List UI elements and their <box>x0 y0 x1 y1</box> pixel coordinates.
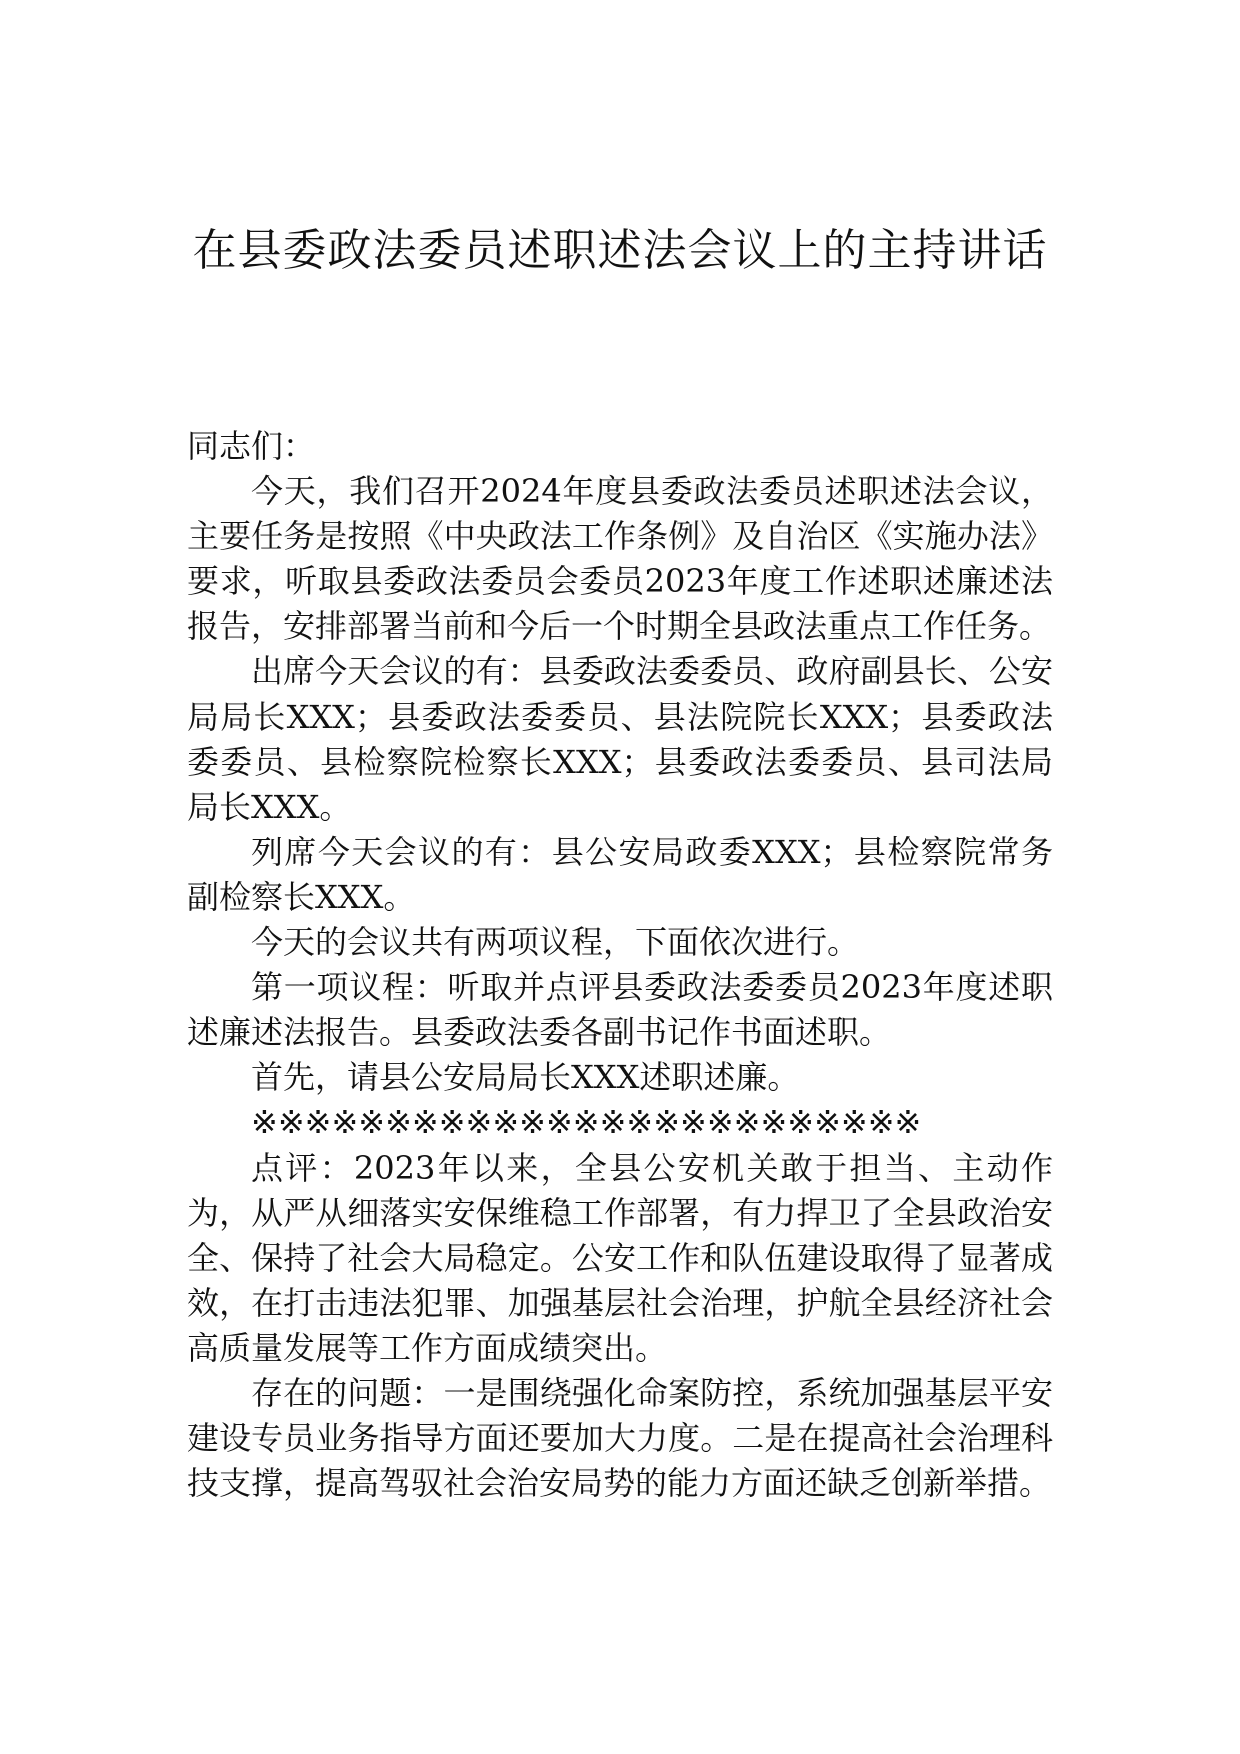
paragraph-attendees: 出席今天会议的有：县委政法委委员、政府副县长、公安局局长XXX；县委政法委委员、县法院院长XXX；县委政法委委员、县检察院检察长XXX；县委政法委委员、县司法局局长XXX。 <box>187 652 1053 826</box>
paragraph-problems: 存在的问题：一是围绕强化命案防控，系统加强基层平安建设专员业务指导方面还要加大力度。二是在提高社会治理科技支撑，提高驾驭社会治安局势的能力方面还缺乏创新举措。 <box>187 1373 1053 1503</box>
salutation: 同志们： <box>187 427 316 465</box>
section-separator: ※※※※※※※※※※※※※※※※※※※※※※※※※ <box>251 1103 922 1142</box>
paragraph-opening: 今天，我们召开2024年度县委政法委员述职述法会议，主要任务是按照《中央政法工作条例》及自治区《实施办法》要求，听取县委政法委员会委员2023年度工作述职述廉述法报告，安排部署当前和今后一个时期全县政法重点工作任务。 <box>187 472 1053 646</box>
paragraph-first-speaker: 首先，请县公安局局长XXX述职述廉。 <box>251 1058 800 1097</box>
document-body <box>187 424 1053 1506</box>
paragraph-agenda-item-one: 第一项议程：听取并点评县委政法委委员2023年度述职述廉述法报告。县委政法委各副书记作书面述职。 <box>187 968 1053 1052</box>
paragraph-comment: 点评：2023年以来，全县公安机关敢于担当、主动作为，从严从细落实安保维稳工作部署，有力捍卫了全县政治安全、保持了社会大局稳定。公安工作和队伍建设取得了显著成效，在打击违法犯罪、加强基层社会治理，护航全县经济社会高质量发展等工作方面成绩突出。 <box>187 1148 1053 1367</box>
paragraph-observers: 列席今天会议的有：县公安局政委XXX；县检察院常务副检察长XXX。 <box>187 832 1053 916</box>
document-title: 在县委政法委员述职述法会议上的主持讲话 <box>192 225 1048 276</box>
paragraph-agenda: 今天的会议共有两项议程，下面依次进行。 <box>251 923 860 962</box>
